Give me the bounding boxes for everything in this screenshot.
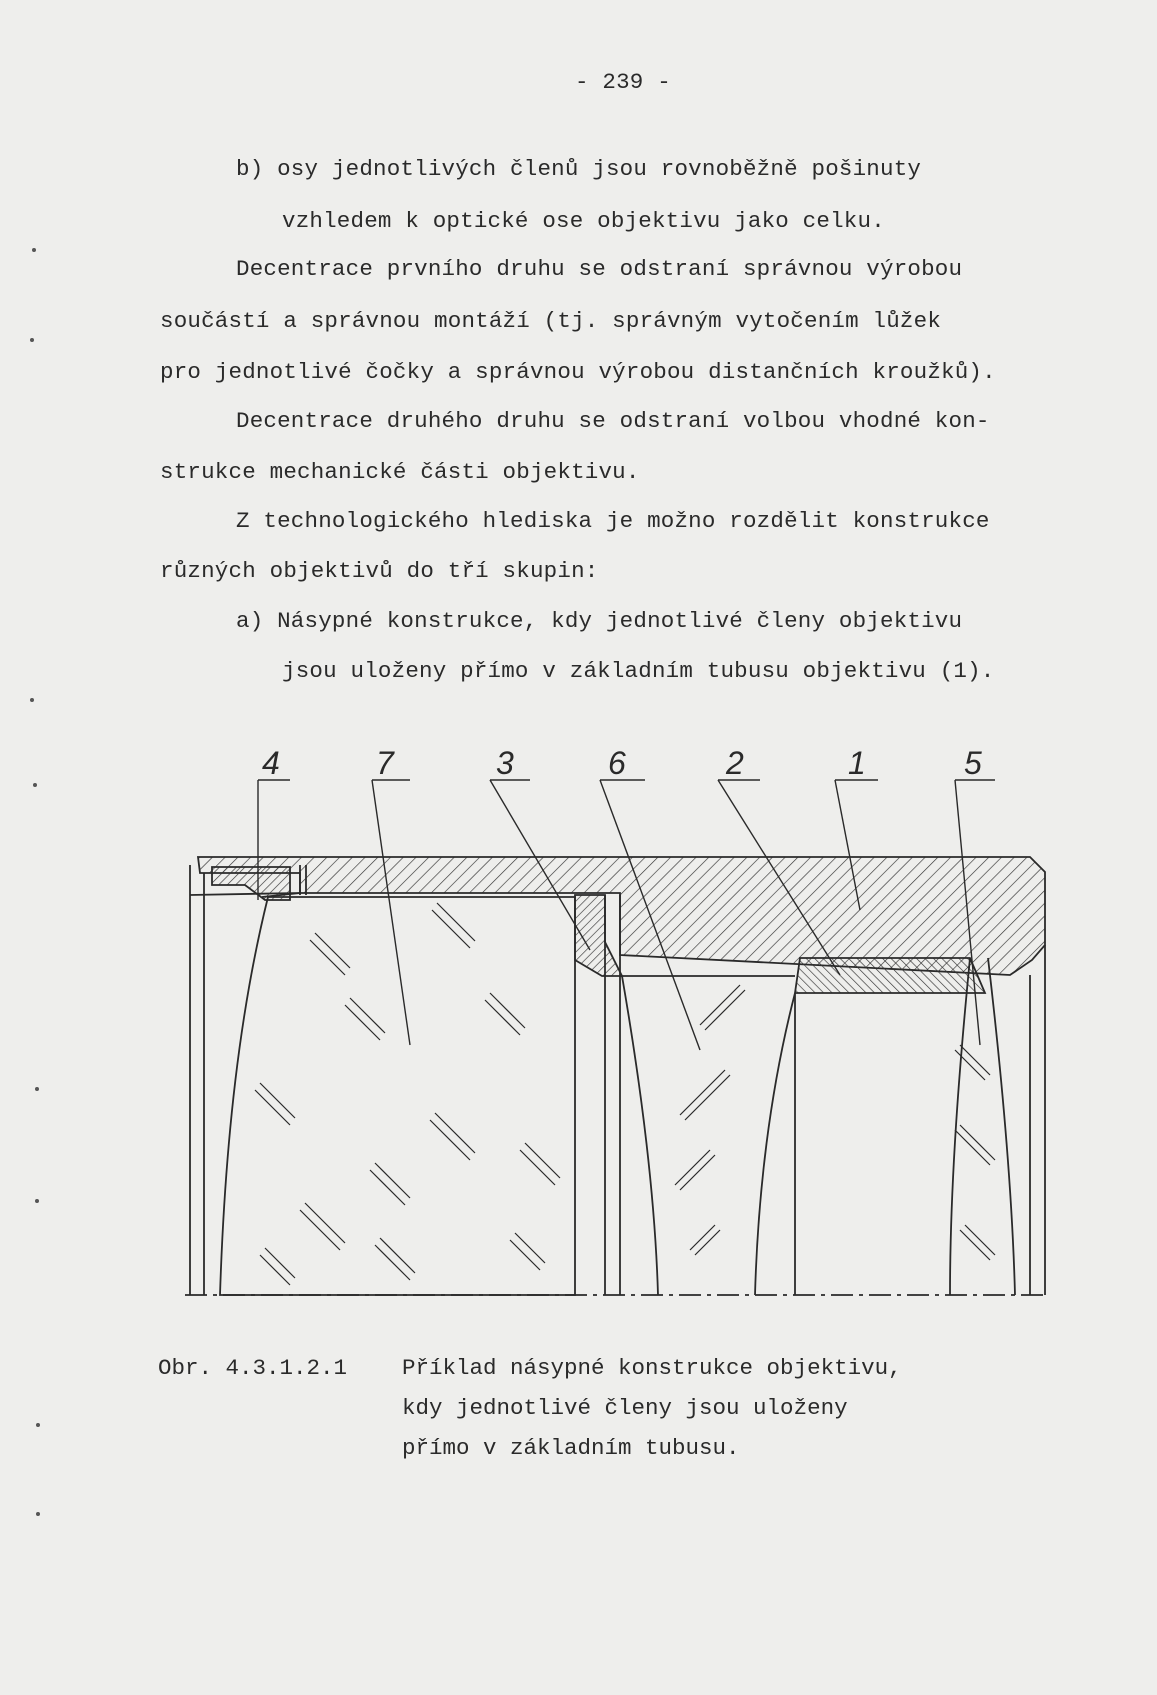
text-line-1: b) osy jednotlivých členů jsou rovnoběžně pošinuty	[236, 156, 922, 182]
lens-6	[622, 976, 658, 1295]
part-label-1: 1	[848, 745, 866, 781]
part-label-7: 7	[376, 745, 394, 781]
part-label-6: 6	[608, 745, 626, 781]
text-line-8: Z technologického hlediska je možno rozdělit konstrukce	[236, 508, 990, 534]
text-line-5: pro jednotlivé čočky a správnou výrobou distančních kroužků).	[160, 359, 996, 385]
figure-number: Obr. 4.3.1.2.1	[158, 1355, 348, 1381]
caption-line-1: Příklad násypné konstrukce objektivu,	[402, 1355, 902, 1381]
text-line-6: Decentrace druhého druhu se odstraní volbou vhodné kon-	[236, 408, 990, 434]
lens-2	[755, 993, 795, 1295]
caption-line-2: kdy jednotlivé členy jsou uloženy	[402, 1395, 848, 1421]
text-line-11: jsou uloženy přímo v základním tubusu objektivu (1).	[282, 658, 995, 684]
text-line-9: různých objektivů do tří skupin:	[160, 558, 599, 584]
caption-line-3: přímo v základním tubusu.	[402, 1435, 740, 1461]
lens-5	[950, 958, 970, 1295]
text-line-7: strukce mechanické části objektivu.	[160, 459, 640, 485]
part-label-3: 3	[496, 745, 514, 781]
part-label-5: 5	[964, 745, 982, 781]
page-number: - 239 -	[575, 69, 671, 95]
part-label-4: 4	[262, 745, 280, 781]
spacer-ring-2	[795, 958, 985, 993]
text-line-4: součástí a správnou montáží (tj. správným vytočením lůžek	[160, 308, 942, 334]
text-line-2: vzhledem k optické ose objektivu jako celku.	[282, 208, 885, 234]
part-label-2: 2	[726, 745, 744, 781]
text-line-10: a) Násypné konstrukce, kdy jednotlivé členy objektivu	[236, 608, 963, 634]
text-line-3: Decentrace prvního druhu se odstraní správnou výrobou	[236, 256, 963, 282]
